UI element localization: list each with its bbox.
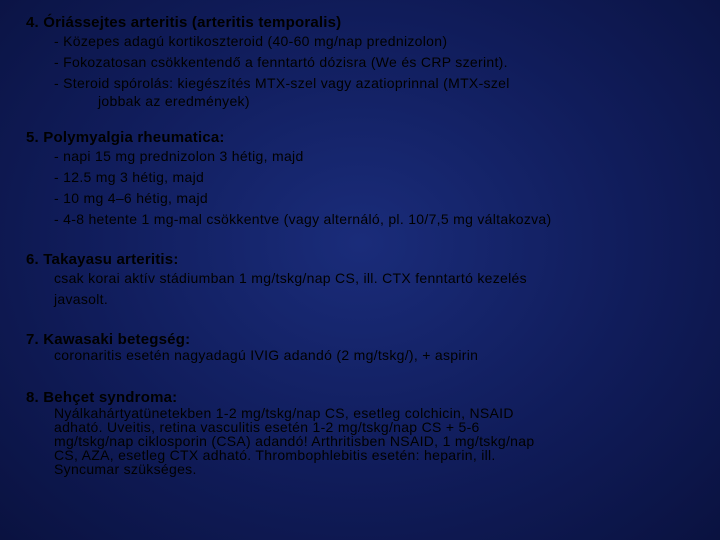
paragraph-line: adható. Uveitis, retina vasculitis esetén 1-2 mg/tskg/nap CS + 5-6 — [54, 419, 480, 435]
paragraph-line: Nyálkahártyatünetekben 1-2 mg/tskg/nap CS, esetleg colchicin, NSAID — [54, 405, 514, 421]
paragraph-line: javasolt. — [54, 291, 109, 307]
section-heading: 8. Behçet syndroma: — [26, 389, 178, 406]
section-behcet-syndrome — [26, 389, 706, 476]
list-item: - Steroid spórolás: kiegészítés MTX-szel vagy azatioprinnal (MTX-szel — [54, 75, 510, 91]
section-takayasu-arteritis — [26, 251, 706, 310]
list-item: - Fokozatosan csökkentendő a fenntartó dózisra (We és CRP szerint). — [54, 54, 508, 70]
paragraph-line: CS, AZA, esetleg CTX adható. Thrombophlebitis esetén: heparin, ill. — [54, 447, 496, 463]
section-polymyalgia-rheumatica — [26, 129, 706, 230]
paragraph-line: coronaritis esetén nagyadagú IVIG adandó (2 mg/tskg/), + aspirin — [54, 347, 479, 363]
list-item: - napi 15 mg prednizolon 3 hétig, majd — [54, 148, 304, 164]
section-heading: 6. Takayasu arteritis: — [26, 251, 179, 268]
section-kawasaki-disease — [26, 331, 706, 362]
paragraph-line: Syncumar szükséges. — [54, 461, 197, 477]
list-item: - Közepes adagú kortikoszteroid (40-60 mg/nap prednizolon) — [54, 33, 448, 49]
list-item-continuation: jobbak az eredmények) — [98, 93, 250, 109]
section-heading: 7. Kawasaki betegség: — [26, 331, 191, 348]
paragraph-line: csak korai aktív stádiumban 1 mg/tskg/nap CS, ill. CTX fenntartó kezelés — [54, 270, 527, 286]
paragraph-line: mg/tskg/nap ciklosporin (CSA) adandó! Arthritisben NSAID, 1 mg/tskg/nap — [54, 433, 535, 449]
section-heading: 5. Polymyalgia rheumatica: — [26, 129, 225, 146]
list-item: - 4-8 hetente 1 mg-mal csökkentve (vagy alternáló, pl. 10/7,5 mg váltakozva) — [54, 211, 552, 227]
list-item: - 10 mg 4–6 hétig, majd — [54, 190, 208, 206]
list-item: - 12.5 mg 3 hétig, majd — [54, 169, 205, 185]
section-giant-cell-arteritis — [26, 14, 706, 109]
section-heading: 4. Óriássejtes arteritis (arteritis temporalis) — [26, 14, 342, 31]
